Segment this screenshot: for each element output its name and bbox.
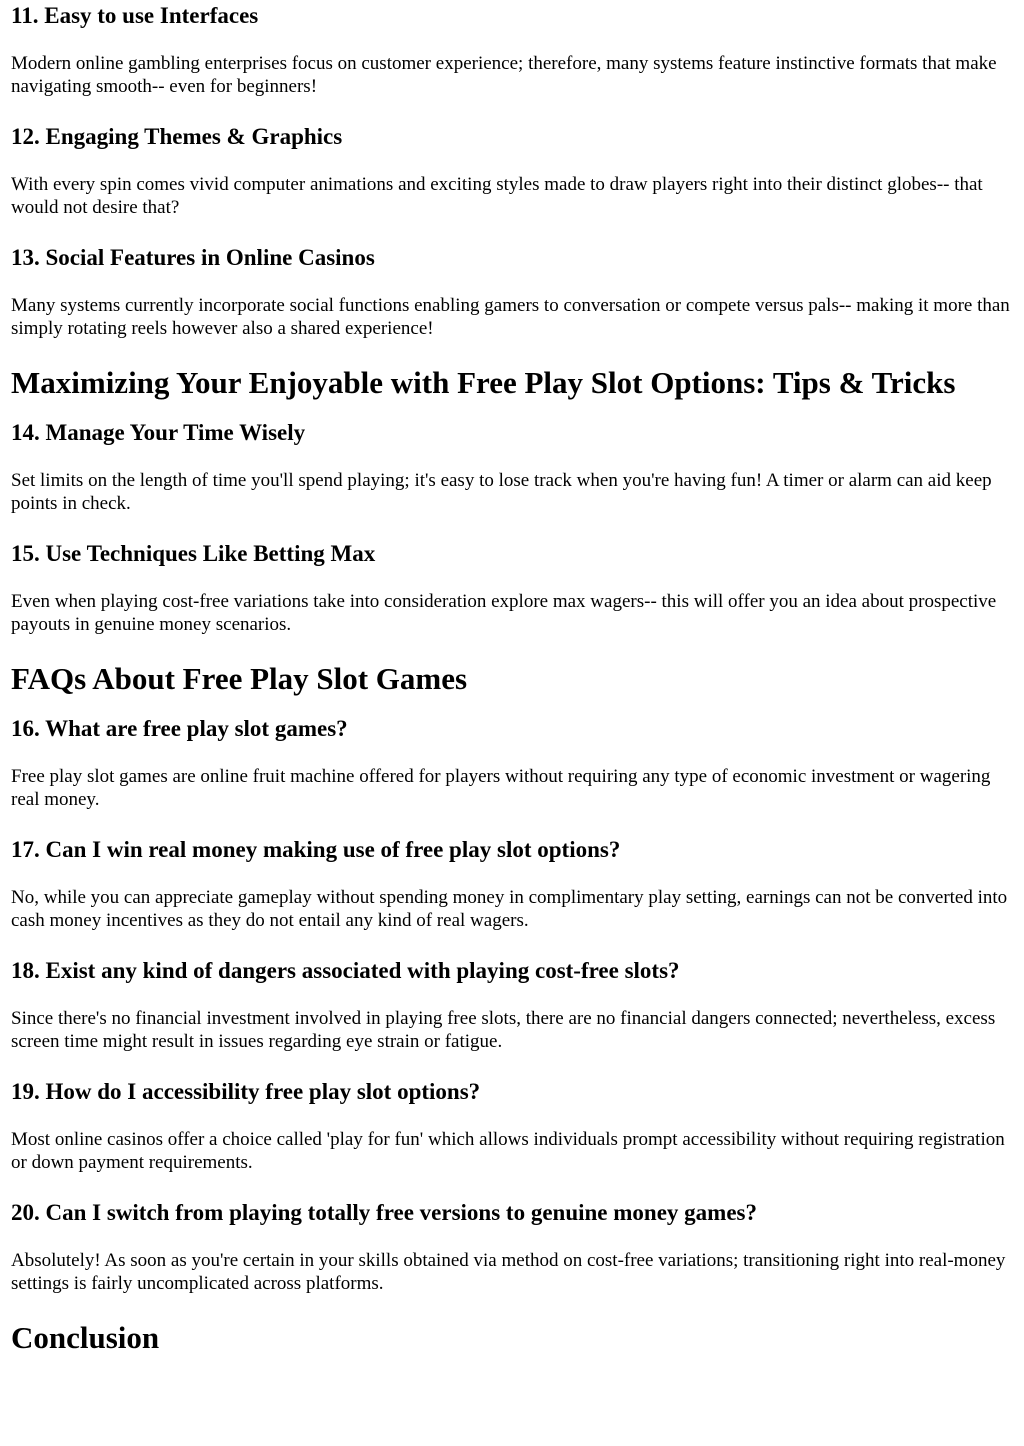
section-heading: 12. Engaging Themes & Graphics [11,124,343,149]
section-heading: 14. Manage Your Time Wisely [11,420,306,445]
section-body: Absolutely! As soon as you're certain in your skills obtained via method on cost-free variations; transitioning right into real-money settings is fairly uncomplicated across platforms. [11,1250,1006,1294]
section-body: Many systems currently incorporate social functions enabling gamers to conversation or compete versus pals-- making it more than simply rotating reels however also a shared experience! [11,295,1010,339]
faq-item-15 [11,540,1014,636]
major-heading: Maximizing Your Enjoyable with Free Play Slot Options: Tips & Tricks [11,365,956,400]
major-heading: FAQs About Free Play Slot Games [11,661,468,696]
major-section-conclusion [11,1320,1014,1356]
section-body: Most online casinos offer a choice called 'play for fun' which allows individuals prompt accessibility without requiring registration or down payment requirements. [11,1129,1005,1173]
section-heading: 16. What are free play slot games? [11,716,348,741]
section-body: Free play slot games are online fruit machine offered for players without requiring any type of economic investment or wagering real money. [11,766,991,810]
section-body: With every spin comes vivid computer animations and exciting styles made to draw players right into their distinct globes-- that would not desire that? [11,174,983,218]
section-heading: 20. Can I switch from playing totally free versions to genuine money games? [11,1200,757,1225]
section-heading: 13. Social Features in Online Casinos [11,245,375,270]
section-body: Even when playing cost-free variations take into consideration explore max wagers-- this will offer you an idea about prospective payouts in genuine money scenarios. [11,591,997,635]
section-body: Since there's no financial investment involved in playing free slots, there are no financial dangers connected; nevertheless, excess screen time might result in issues regarding eye strain or fatigue. [11,1008,996,1052]
section-body: Set limits on the length of time you'll spend playing; it's easy to lose track when you're having fun! A timer or alarm can aid keep points in check. [11,470,992,514]
section-heading: 11. Easy to use Interfaces [11,3,259,28]
faq-item-16 [11,715,1014,811]
section-body: Modern online gambling enterprises focus on customer experience; therefore, many systems feature instinctive formats that make navigating smooth-- even for beginners! [11,53,997,97]
major-section-tips [11,365,1014,401]
faq-item-17 [11,836,1014,932]
faq-item-14 [11,419,1014,515]
faq-item-12 [11,123,1014,219]
faq-item-11 [11,0,1014,98]
faq-item-19 [11,1078,1014,1174]
major-heading: Conclusion [11,1320,160,1355]
section-heading: 18. Exist any kind of dangers associated with playing cost-free slots? [11,958,680,983]
section-heading: 15. Use Techniques Like Betting Max [11,541,376,566]
faq-item-18 [11,957,1014,1053]
section-heading: 17. Can I win real money making use of free play slot options? [11,837,621,862]
faq-item-13 [11,244,1014,340]
section-body: No, while you can appreciate gameplay without spending money in complimentary play setting, earnings can not be converted into cash money incentives as they do not entail any kind of real wagers. [11,887,1008,931]
major-section-faqs [11,661,1014,697]
section-heading: 19. How do I accessibility free play slot options? [11,1079,481,1104]
faq-item-20 [11,1199,1014,1295]
